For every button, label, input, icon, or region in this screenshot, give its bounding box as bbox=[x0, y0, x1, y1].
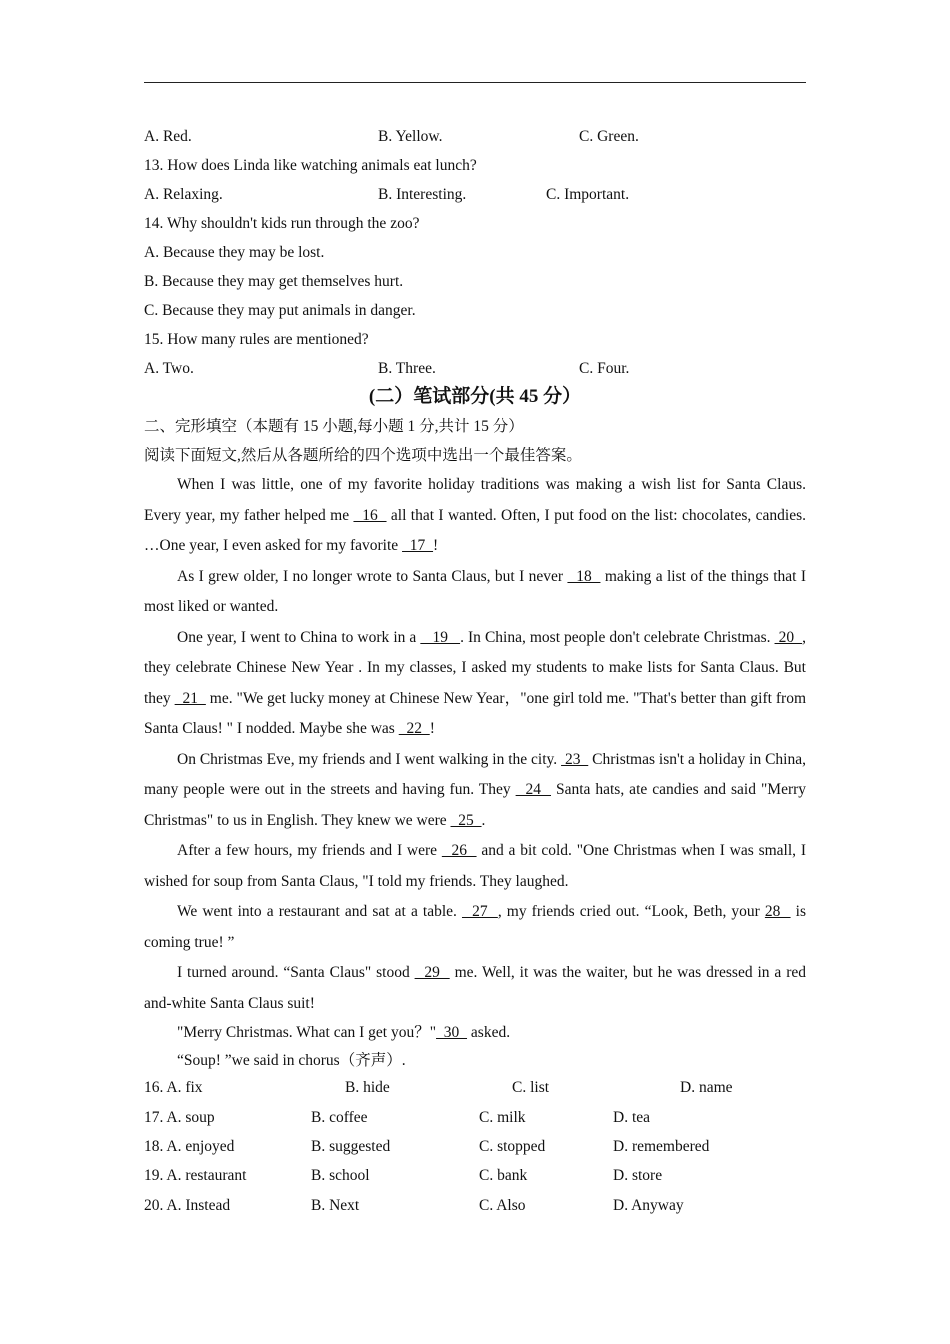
choice-20-c: C. Also bbox=[479, 1197, 526, 1214]
blank-28: 28 bbox=[764, 903, 791, 920]
blank-29: 29 bbox=[414, 964, 450, 981]
blank-23: 23 bbox=[561, 750, 589, 768]
passage-paragraph-8: "Merry Christmas. What can I get you？" 30 asked. bbox=[177, 1024, 511, 1041]
passage-paragraph-2: As I grew older, I no longer wrote to Santa Claus, but I never 18 making a list of the things that I most liked or wanted. bbox=[144, 567, 806, 615]
q15-option-c: C. Four. bbox=[579, 360, 630, 377]
choice-18-d: D. remembered bbox=[613, 1138, 710, 1155]
choice-17-d: D. tea bbox=[613, 1109, 651, 1126]
q13-option-a: A. Relaxing. bbox=[144, 186, 223, 203]
blank-30: 30 bbox=[436, 1024, 468, 1041]
choice-19-b: B. school bbox=[311, 1167, 370, 1184]
q13-stem: 13. How does Linda like watching animals eat lunch? bbox=[144, 157, 477, 174]
choice-16-c: C. list bbox=[512, 1079, 550, 1096]
choice-19-c: C. bank bbox=[479, 1167, 528, 1184]
choice-20-a: 20. A. Instead bbox=[144, 1197, 231, 1214]
blank-21: 21 bbox=[174, 689, 206, 707]
q13-option-b: B. Interesting. bbox=[378, 186, 467, 203]
choice-16-b: B. hide bbox=[345, 1079, 390, 1096]
choice-20-d: D. Anyway bbox=[613, 1197, 684, 1214]
q12-option-c: C. Green. bbox=[579, 128, 639, 145]
blank-22: 22 bbox=[398, 720, 430, 737]
blank-20: 20 bbox=[774, 628, 803, 646]
q15-option-a: A. Two. bbox=[144, 360, 194, 377]
choice-17-c: C. milk bbox=[479, 1109, 526, 1126]
q12-option-a: A. Red. bbox=[144, 128, 192, 145]
blank-27: 27 bbox=[461, 903, 498, 920]
cloze-passage bbox=[144, 470, 806, 1075]
blank-25: 25 bbox=[450, 811, 482, 829]
q12-option-b: B. Yellow. bbox=[378, 128, 443, 145]
q14-option-b: B. Because they may get themselves hurt. bbox=[144, 273, 404, 290]
section-title: (二）笔试部分(共 45 分） bbox=[368, 386, 582, 407]
blank-24: 24 bbox=[515, 781, 551, 798]
choice-18-b: B. suggested bbox=[311, 1138, 391, 1155]
blank-17: 17 bbox=[402, 537, 434, 554]
q15-option-b: B. Three. bbox=[378, 360, 436, 377]
blank-18: 18 bbox=[567, 567, 601, 585]
blank-26: 26 bbox=[441, 842, 477, 859]
header-rule bbox=[144, 82, 806, 83]
blank-19: 19 bbox=[420, 628, 461, 646]
q14-option-a: A. Because they may be lost. bbox=[144, 244, 325, 261]
choice-17-a: 17. A. soup bbox=[144, 1109, 215, 1126]
part2-heading: 二、完形填空（本题有 15 小题,每小题 1 分,共计 15 分） bbox=[144, 418, 524, 435]
blank-16: 16 bbox=[353, 506, 387, 524]
choice-16-a: 16. A. fix bbox=[144, 1079, 203, 1096]
choice-18-a: 18. A. enjoyed bbox=[144, 1138, 235, 1155]
passage-paragraph-6: We went into a restaurant and sat at a table. 27 , my friends cried out. “Look, Beth, your 28 is coming true! ” bbox=[144, 903, 806, 951]
choice-18-c: C. stopped bbox=[479, 1138, 546, 1155]
passage-paragraph-1: When I was little, one of my favorite holiday traditions was making a wish list for Santa Claus. Every year, my father helped me 16 all that I wanted. Often, I put food on the list: chocolates, candies. …One year, I even asked for my favorite 17 ! bbox=[144, 476, 806, 554]
passage-paragraph-9: “Soup! ”we said in chorus（齐声）. bbox=[177, 1052, 406, 1069]
passage-paragraph-3: One year, I went to China to work in a 19 . In China, most people don't celebrate Christmas. 20 , they celebrate Chinese New Year . In my classes, I asked my students to make lists for Santa Claus. But they 21 me. "We get lucky money at Chinese New Year，"one girl told me. "That's better than gift from Santa Claus! " I nodded. Maybe she was 22 ! bbox=[144, 628, 807, 737]
q14-option-c: C. Because they may put animals in danger. bbox=[144, 302, 416, 319]
choice-19-d: D. store bbox=[613, 1167, 663, 1184]
passage-paragraph-5: After a few hours, my friends and I were 26 and a bit cold. "One Christmas when I was small, I wished for soup from Santa Claus, "I told my friends. They laughed. bbox=[144, 842, 807, 890]
choice-20-b: B. Next bbox=[311, 1197, 360, 1214]
passage-paragraph-7: I turned around. “Santa Claus" stood 29 me. Well, it was the waiter, but he was dressed in a red and-white Santa Claus suit! bbox=[144, 964, 807, 1012]
choice-17-b: B. coffee bbox=[311, 1109, 368, 1126]
part2-instruction: 阅读下面短文,然后从各题所给的四个选项中选出一个最佳答案。 bbox=[144, 447, 582, 464]
passage-paragraph-4: On Christmas Eve, my friends and I went walking in the city. 23 Christmas isn't a holiday in China, many people were out in the streets and having fun. They 24 Santa hats, ate candies and said "Merry Christmas" to us in English. They knew we were 25 . bbox=[144, 750, 807, 829]
q13-option-c: C. Important. bbox=[546, 186, 630, 203]
q14-stem: 14. Why shouldn't kids run through the zoo? bbox=[144, 215, 420, 232]
choice-16-d: D. name bbox=[680, 1079, 733, 1096]
q15-stem: 15. How many rules are mentioned? bbox=[144, 331, 369, 348]
choice-19-a: 19. A. restaurant bbox=[144, 1167, 247, 1184]
